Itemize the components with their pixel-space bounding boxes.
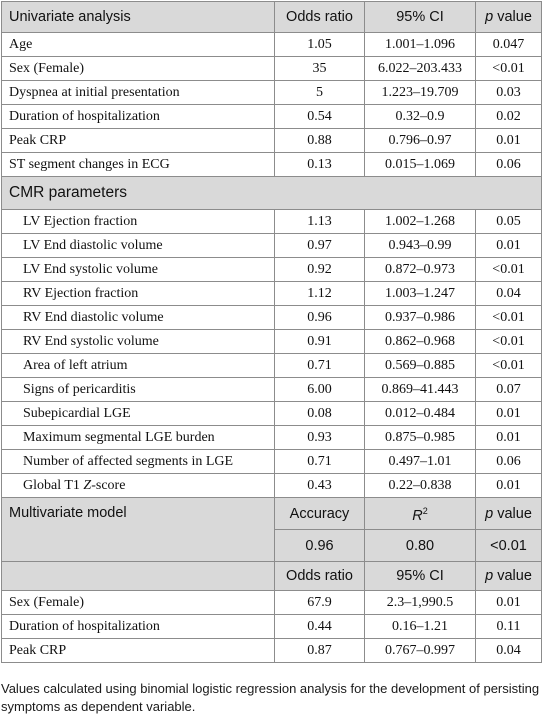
multivariate-header-row xyxy=(2,498,542,530)
odds-ratio-header: Odds ratio xyxy=(275,2,365,33)
table-row: Maximum segmental LGE burden 0.93 0.875–0.985 0.01 xyxy=(2,426,542,450)
ci-header: 95% CI xyxy=(365,562,476,591)
multivariate-values-row: 0.96 0.80 <0.01 xyxy=(2,530,542,562)
accuracy-header: Accuracy xyxy=(275,498,365,530)
table-row: Signs of pericarditis 6.00 0.869–41.443 0.07 xyxy=(2,378,542,402)
table-row: LV Ejection fraction 1.13 1.002–1.268 0.05 xyxy=(2,210,542,234)
cmr-section-header xyxy=(2,177,542,210)
table-row: LV End diastolic volume 0.97 0.943–0.99 0.01 xyxy=(2,234,542,258)
ci-header: 95% CI xyxy=(365,2,476,33)
odds-ratio-header: Odds ratio xyxy=(275,562,365,591)
univariate-title: Univariate analysis xyxy=(2,2,275,33)
table-row: LV End systolic volume 0.92 0.872–0.973 <0.01 xyxy=(2,258,542,282)
table-row: Area of left atrium 0.71 0.569–0.885 <0.01 xyxy=(2,354,542,378)
univariate-header-row xyxy=(2,2,542,33)
table-row: Duration of hospitalization 0.44 0.16–1.21 0.11 xyxy=(2,615,542,639)
table-row: RV End diastolic volume 0.96 0.937–0.986 <0.01 xyxy=(2,306,542,330)
multivariate-title: Multivariate model xyxy=(2,498,275,562)
table-row: Sex (Female) 35 6.022–203.433 <0.01 xyxy=(2,57,542,81)
table-row: Peak CRP 0.87 0.767–0.997 0.04 xyxy=(2,639,542,663)
table-row: Sex (Female) 67.9 2.3–1,990.5 0.01 xyxy=(2,591,542,615)
table-row: Dyspnea at initial presentation 5 1.223–19.709 0.03 xyxy=(2,81,542,105)
table-row: RV End systolic volume 0.91 0.862–0.968 <0.01 xyxy=(2,330,542,354)
p-value-header: p value xyxy=(476,562,542,591)
p-value-header: p value xyxy=(476,2,542,33)
table-row: Subepicardial LGE 0.08 0.012–0.484 0.01 xyxy=(2,402,542,426)
table-footnote: Values calculated using binomial logistic regression analysis for the development of persisting symptoms as dependent variable. xyxy=(1,681,540,714)
table-row: Global T1 Z-score 0.43 0.22–0.838 0.01 xyxy=(2,474,542,498)
table-row: ST segment changes in ECG 0.13 0.015–1.069 0.06 xyxy=(2,153,542,177)
table-row: Number of affected segments in LGE 0.71 0.497–1.01 0.06 xyxy=(2,450,542,474)
results-table xyxy=(1,1,542,663)
table-row: Age 1.05 1.001–1.096 0.047 xyxy=(2,33,542,57)
p-value-header: p value xyxy=(476,498,542,530)
table-row: RV Ejection fraction 1.12 1.003–1.247 0.04 xyxy=(2,282,542,306)
multivariate-or-header-row xyxy=(2,562,542,591)
table-row: Peak CRP 0.88 0.796–0.97 0.01 xyxy=(2,129,542,153)
cmr-title: CMR parameters xyxy=(2,177,542,210)
r2-header: $R^2$ xyxy=(365,498,476,530)
table-row: Duration of hospitalization 0.54 0.32–0.9 0.02 xyxy=(2,105,542,129)
